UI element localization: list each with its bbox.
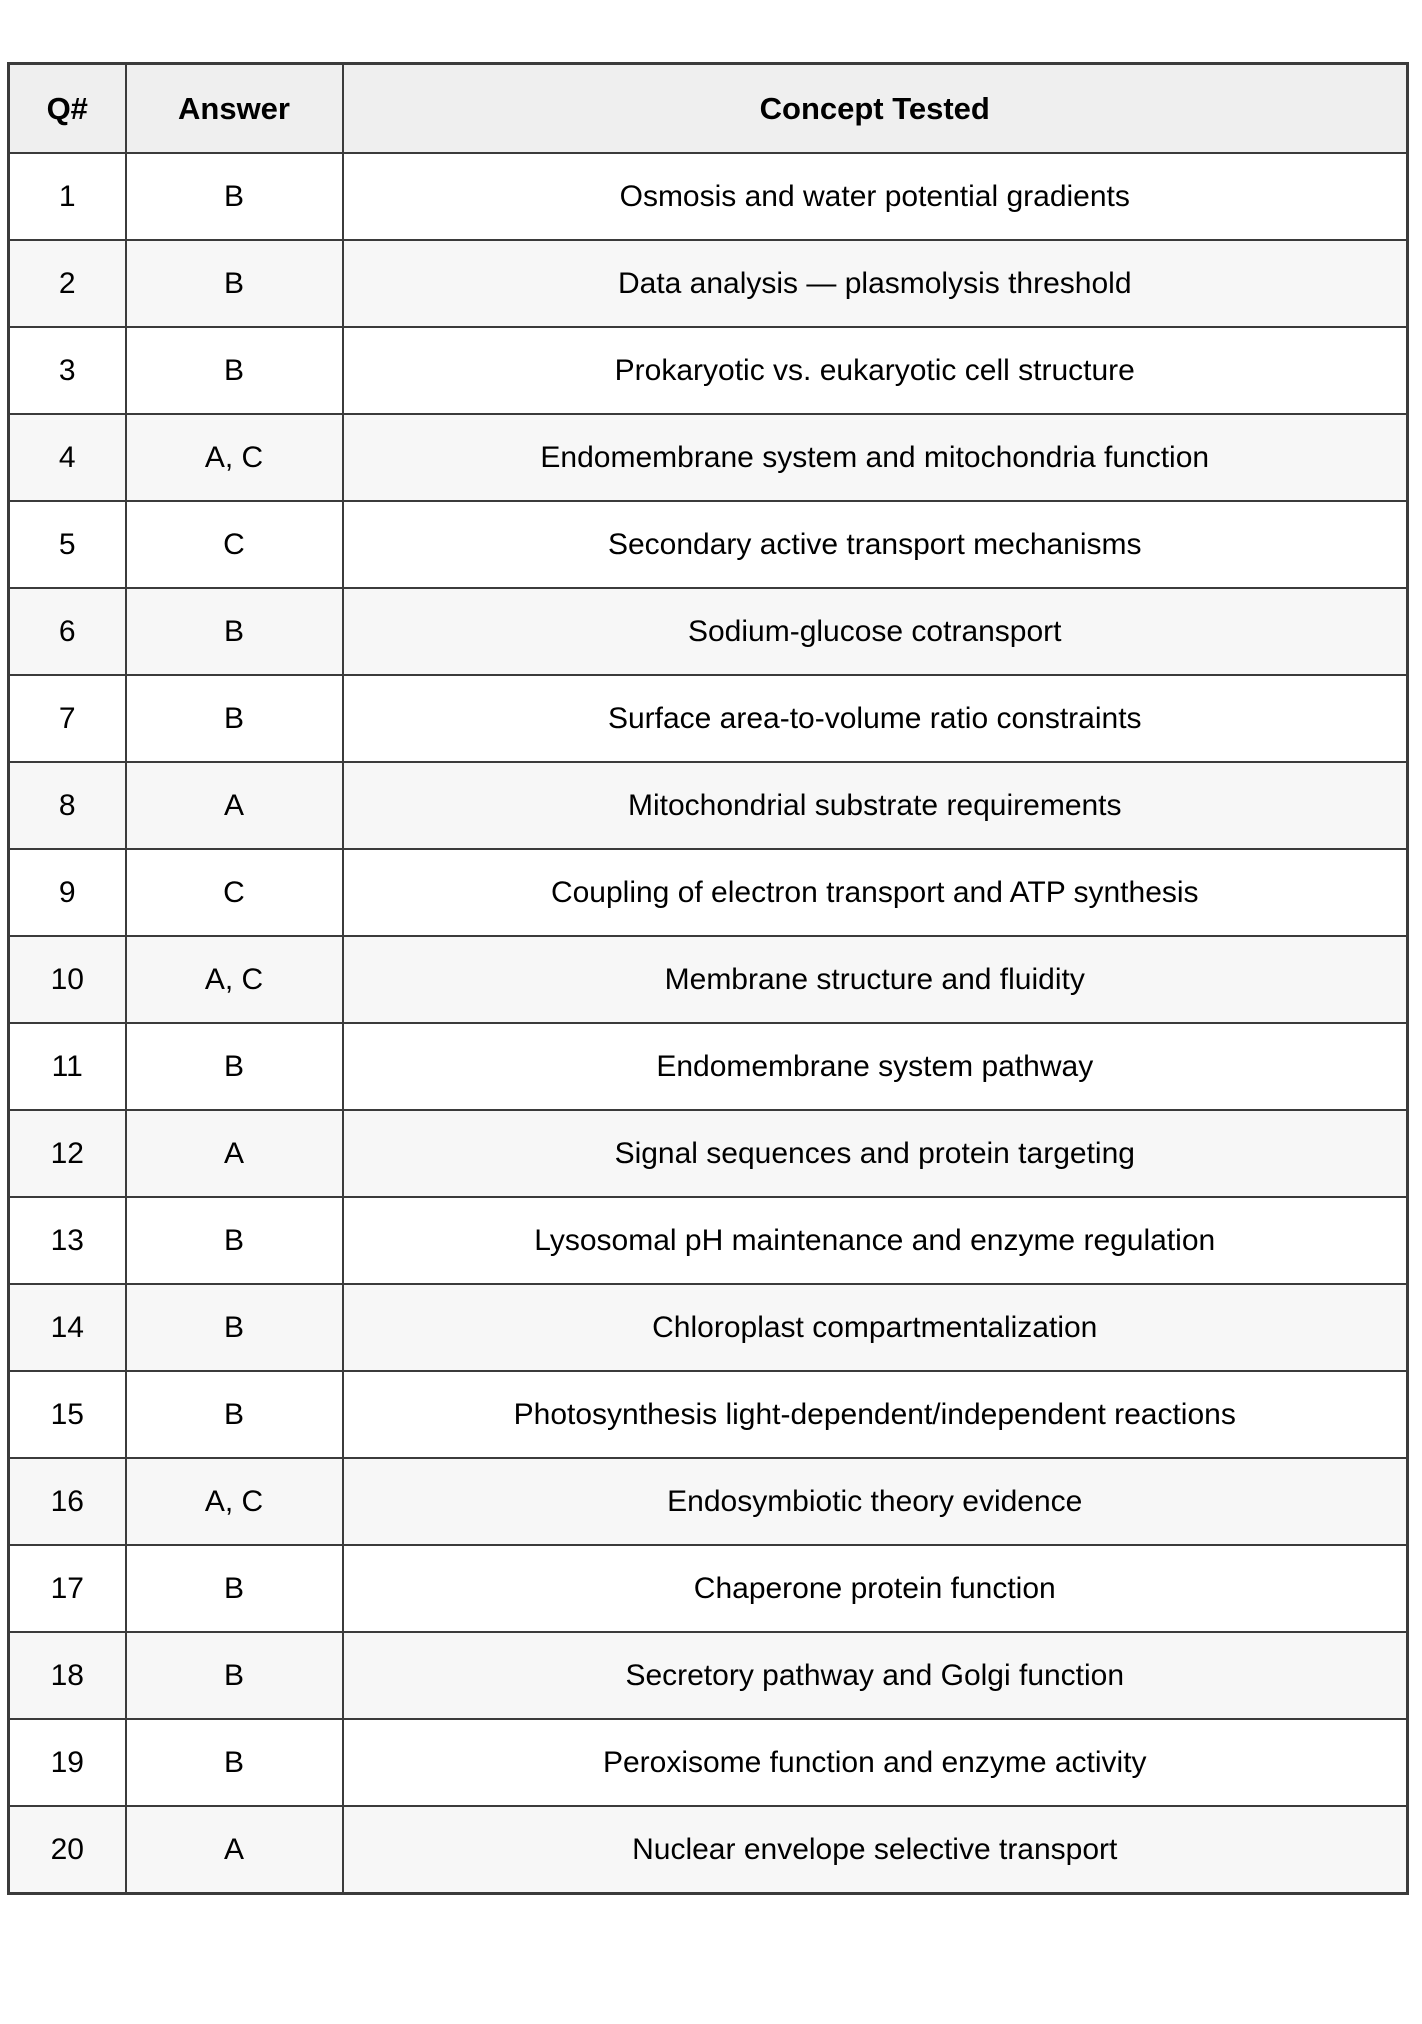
concept-cell: Chaperone protein function: [343, 1545, 1408, 1632]
answer-cell: A, C: [126, 1458, 343, 1545]
qnum-cell: 8: [9, 762, 126, 849]
concept-cell: Secondary active transport mechanisms: [343, 501, 1408, 588]
table-row: [9, 1023, 1408, 1110]
qnum-cell: 18: [9, 1632, 126, 1719]
concept-cell: Peroxisome function and enzyme activity: [343, 1719, 1408, 1806]
concept-cell: Osmosis and water potential gradients: [343, 153, 1408, 240]
concept-cell: Photosynthesis light-dependent/independent reactions: [343, 1371, 1408, 1458]
qnum-cell: 12: [9, 1110, 126, 1197]
concept-cell: Surface area-to-volume ratio constraints: [343, 675, 1408, 762]
concept-cell: Mitochondrial substrate requirements: [343, 762, 1408, 849]
qnum-cell: 9: [9, 849, 126, 936]
table-row: [9, 1284, 1408, 1371]
column-header-concept: Concept Tested: [343, 64, 1408, 154]
answer-cell: B: [126, 327, 343, 414]
table-row: [9, 849, 1408, 936]
concept-cell: Signal sequences and protein targeting: [343, 1110, 1408, 1197]
qnum-cell: 1: [9, 153, 126, 240]
answer-cell: A, C: [126, 414, 343, 501]
answer-cell: A: [126, 762, 343, 849]
concept-cell: Nuclear envelope selective transport: [343, 1806, 1408, 1894]
concept-cell: Lysosomal pH maintenance and enzyme regulation: [343, 1197, 1408, 1284]
concept-cell: Endomembrane system pathway: [343, 1023, 1408, 1110]
concept-cell: Endomembrane system and mitochondria function: [343, 414, 1408, 501]
concept-cell: Secretory pathway and Golgi function: [343, 1632, 1408, 1719]
answer-cell: B: [126, 1719, 343, 1806]
qnum-cell: 20: [9, 1806, 126, 1894]
table-row: [9, 153, 1408, 240]
answer-key-table: [7, 62, 1409, 1895]
table-row: [9, 240, 1408, 327]
qnum-cell: 14: [9, 1284, 126, 1371]
table-row: [9, 501, 1408, 588]
answer-cell: B: [126, 1197, 343, 1284]
qnum-cell: 10: [9, 936, 126, 1023]
qnum-cell: 19: [9, 1719, 126, 1806]
qnum-cell: 7: [9, 675, 126, 762]
concept-cell: Data analysis — plasmolysis threshold: [343, 240, 1408, 327]
table-row: [9, 1719, 1408, 1806]
concept-cell: Chloroplast compartmentalization: [343, 1284, 1408, 1371]
table-row: [9, 1545, 1408, 1632]
table-row: [9, 1371, 1408, 1458]
answer-cell: B: [126, 1371, 343, 1458]
qnum-cell: 5: [9, 501, 126, 588]
column-header-qnum: Q#: [9, 64, 126, 154]
header-row: [9, 64, 1408, 154]
concept-cell: Prokaryotic vs. eukaryotic cell structure: [343, 327, 1408, 414]
table-body: [9, 153, 1408, 1894]
answer-cell: C: [126, 501, 343, 588]
qnum-cell: 16: [9, 1458, 126, 1545]
concept-cell: Membrane structure and fluidity: [343, 936, 1408, 1023]
qnum-cell: 15: [9, 1371, 126, 1458]
table-row: [9, 936, 1408, 1023]
qnum-cell: 6: [9, 588, 126, 675]
concept-cell: Endosymbiotic theory evidence: [343, 1458, 1408, 1545]
column-header-answer: Answer: [126, 64, 343, 154]
answer-cell: B: [126, 588, 343, 675]
qnum-cell: 4: [9, 414, 126, 501]
table-row: [9, 414, 1408, 501]
answer-cell: B: [126, 153, 343, 240]
qnum-cell: 2: [9, 240, 126, 327]
table-row: [9, 675, 1408, 762]
qnum-cell: 11: [9, 1023, 126, 1110]
answer-cell: C: [126, 849, 343, 936]
table-row: [9, 1197, 1408, 1284]
answer-cell: B: [126, 1632, 343, 1719]
answer-cell: B: [126, 1284, 343, 1371]
answer-cell: B: [126, 1023, 343, 1110]
table-row: [9, 762, 1408, 849]
table-row: [9, 1110, 1408, 1197]
table-row: [9, 1632, 1408, 1719]
answer-cell: B: [126, 1545, 343, 1632]
qnum-cell: 3: [9, 327, 126, 414]
answer-cell: A, C: [126, 936, 343, 1023]
answer-cell: B: [126, 240, 343, 327]
concept-cell: Sodium-glucose cotransport: [343, 588, 1408, 675]
qnum-cell: 13: [9, 1197, 126, 1284]
answer-cell: A: [126, 1110, 343, 1197]
concept-cell: Coupling of electron transport and ATP synthesis: [343, 849, 1408, 936]
table-row: [9, 1806, 1408, 1894]
qnum-cell: 17: [9, 1545, 126, 1632]
answer-cell: B: [126, 675, 343, 762]
table-row: [9, 1458, 1408, 1545]
answer-cell: A: [126, 1806, 343, 1894]
table-row: [9, 327, 1408, 414]
table-row: [9, 588, 1408, 675]
